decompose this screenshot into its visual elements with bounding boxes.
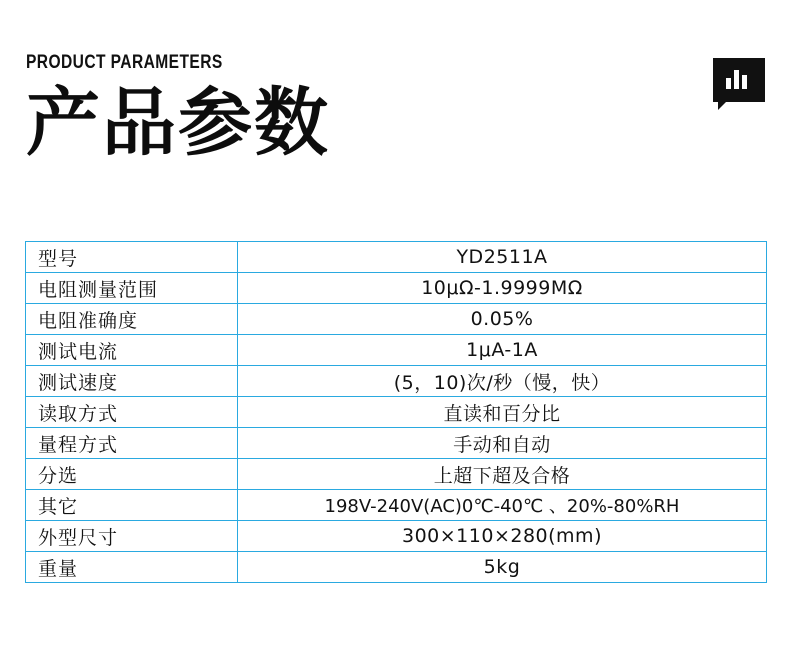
spec-value: 0.05%	[238, 304, 767, 335]
table-row	[26, 242, 767, 273]
spec-value: 5kg	[238, 552, 767, 583]
table-row	[26, 273, 767, 304]
spec-value: 手动和自动	[238, 428, 767, 459]
spec-label: 读取方式	[26, 397, 238, 428]
spec-label: 电阻准确度	[26, 304, 238, 335]
table-row	[26, 335, 767, 366]
table-row	[26, 366, 767, 397]
page-eyebrow: PRODUCT PARAMETERS	[26, 52, 223, 73]
bar-chart-bars	[726, 69, 747, 89]
spec-label: 电阻测量范围	[26, 273, 238, 304]
spec-label: 其它	[26, 490, 238, 521]
table-row	[26, 428, 767, 459]
spec-value: (5，10)次/秒（慢，快）	[238, 366, 767, 397]
spec-value: 300×110×280(mm)	[238, 521, 767, 552]
spec-value: 直读和百分比	[238, 397, 767, 428]
spec-value: 198V-240V(AC)0℃-40℃ 、20%-80%RH	[238, 490, 767, 521]
table-row	[26, 521, 767, 552]
table-row	[26, 459, 767, 490]
spec-value: 上超下超及合格	[238, 459, 767, 490]
page-header	[26, 52, 766, 166]
spec-label: 测试电流	[26, 335, 238, 366]
bar-3	[742, 75, 747, 89]
spec-label: 测试速度	[26, 366, 238, 397]
bar-2	[734, 70, 739, 89]
bar-1	[726, 78, 731, 89]
spec-value: 10μΩ-1.9999MΩ	[238, 273, 767, 304]
table-row	[26, 397, 767, 428]
table-row	[26, 304, 767, 335]
spec-label: 重量	[26, 552, 238, 583]
spec-label: 量程方式	[26, 428, 238, 459]
specs-table	[25, 241, 767, 583]
spec-label: 型号	[26, 242, 238, 273]
speech-bubble-tail	[718, 101, 727, 110]
spec-value: YD2511A	[238, 242, 767, 273]
spec-label: 分选	[26, 459, 238, 490]
spec-value: 1μA-1A	[238, 335, 767, 366]
bar-chart-speech-bubble-icon	[713, 58, 765, 102]
table-row	[26, 552, 767, 583]
page-title: 产品参数	[26, 80, 330, 166]
spec-label: 外型尺寸	[26, 521, 238, 552]
table-row	[26, 490, 767, 521]
